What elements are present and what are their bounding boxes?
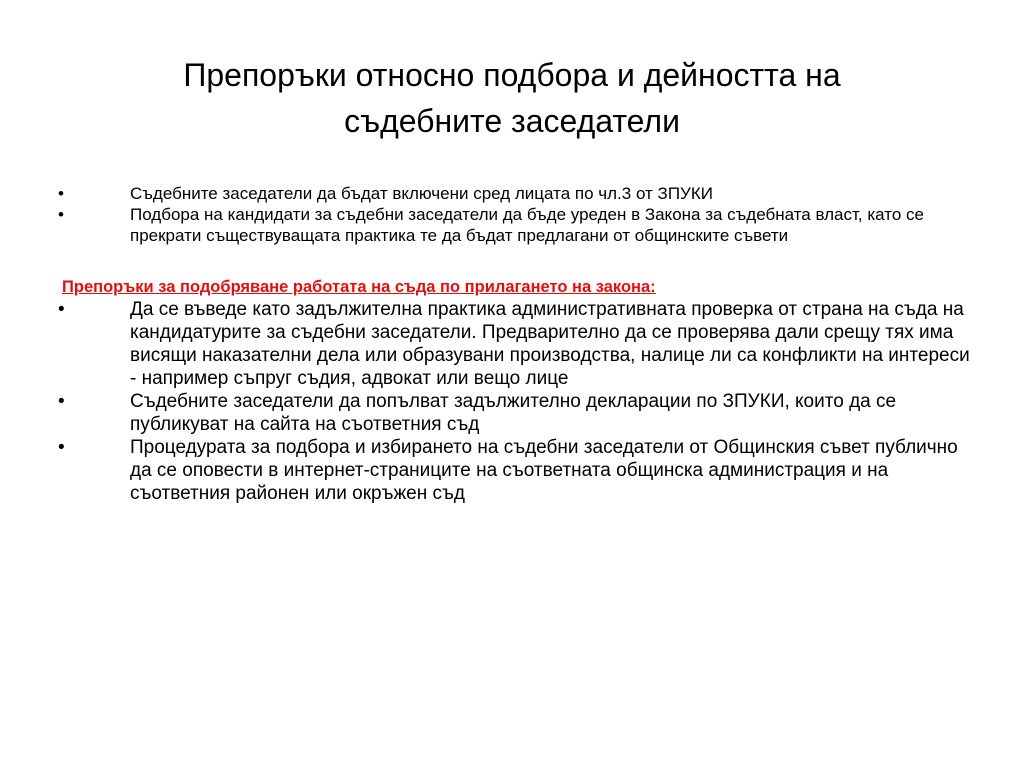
- slide-title-line-1: Препоръки относно подбора и дейността на: [183, 57, 841, 93]
- bullet-icon: •: [58, 391, 65, 412]
- slide-title: [100, 52, 924, 144]
- bullet-list-2: [58, 298, 978, 505]
- list-item-text: Да се въведе като задължителна практика административната проверка от страна на съда на кандидатурите за съдебни заседатели. Предварително да се проверява дали срещу тях има висящи наказателни дела или образувани производства, налице ли са конфликти на интереси - например съпруг съдия, адвокат или вещо лице: [130, 299, 970, 389]
- bullet-icon: •: [58, 205, 64, 224]
- list-item-text: Съдебните заседатели да попълват задължително декларации по ЗПУКИ, които да се публикуват на сайта на съответния съд: [130, 391, 897, 435]
- bullet-icon: •: [58, 299, 65, 320]
- list-item-text: Процедурата за подбора и избирането на съдебни заседатели от Общинския съвет публично да се оповести в интернет-страниците на съответната общинска администрация и на съответния районен или окръжен съд: [130, 437, 958, 504]
- bullet-icon: •: [58, 184, 64, 203]
- list-item: [58, 204, 978, 246]
- list-item: [58, 183, 978, 204]
- bullet-icon: •: [58, 437, 65, 458]
- list-item: [58, 390, 978, 436]
- list-item-text: Съдебните заседатели да бъдат включени сред лицата по чл.3 от ЗПУКИ: [130, 184, 713, 203]
- bullet-list-1: [58, 183, 978, 246]
- list-item: [58, 298, 978, 390]
- slide-content: [58, 183, 978, 505]
- section-subheading: Препоръки за подобряване работата на съда по прилагането на закона:: [62, 278, 656, 296]
- list-item-text: Подбора на кандидати за съдебни заседатели да бъде уреден в Закона за съдебната власт, като се прекрати съществуващата практика те да бъдат предлагани от общинските съвети: [130, 205, 924, 245]
- slide-title-line-2: съдебните заседатели: [344, 103, 680, 139]
- list-item: [58, 436, 978, 505]
